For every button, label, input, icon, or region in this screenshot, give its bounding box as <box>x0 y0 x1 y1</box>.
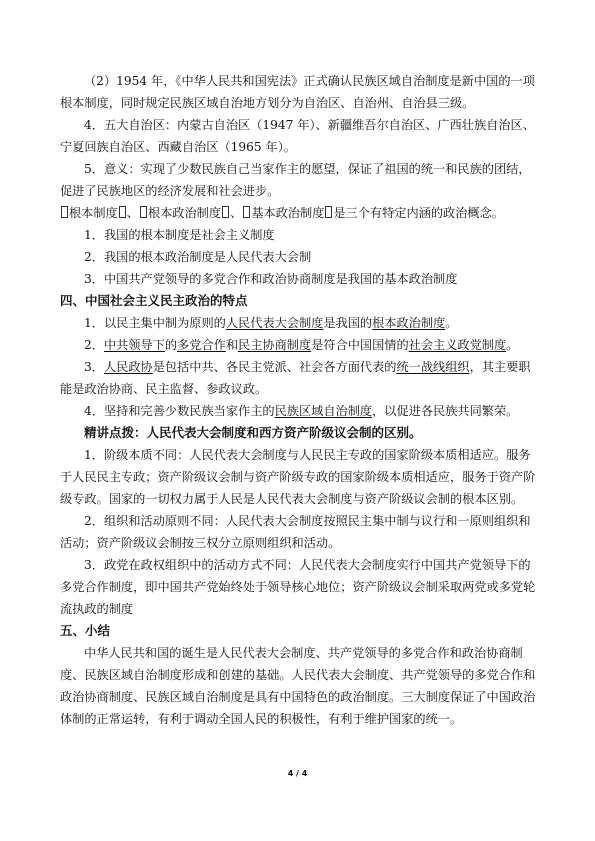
list-item: 4．坚持和完善少数民族当家作主的民族区域自治制度，以促进各民族共同繁荣。 <box>84 404 519 418</box>
list-item: 3．人民政协是包括中共、各民主党派、社会各方面代表的统一战线组织，其主要职能是政治协商、民主监督、参政议政。 <box>60 360 531 396</box>
paragraph-autonomous-regions: 4．五大自治区：内蒙古自治区（1947 年）、新疆维吾尔自治区、广西壮族自治区、宁夏回族自治区、西藏自治区（1965 年）。 <box>60 118 535 154</box>
open-quote-box-icon <box>140 206 147 218</box>
summary-paragraph: 中华人民共和国的诞生是人民代表大会制度、共产党领导的多党合作和政治协商制度、民族区域自治制度形成和创建的基础。人民代表大会制度、共产党领导的多党合作和政治协商制度、民族区域自治制度是具有中国特色的政治制度。三大制度保证了中国政治体制的正常运转，有利于调动全国人民的积极性，有利于维护国家的统一。 <box>60 646 536 726</box>
section-heading: 四、中国社会主义民主政治的特点 <box>60 293 248 308</box>
list-item: 2．我国的根本政治制度是人民代表大会制 <box>84 250 312 264</box>
close-quote-box-icon <box>222 206 229 218</box>
paragraph-significance: 5．意义：实现了少数民族自己当家作主的愿望，保证了祖国的统一和民族的团结，促进了民族地区的经济发展和社会进步。 <box>60 162 531 198</box>
open-quote-box-icon <box>243 206 250 218</box>
section-heading: 五、小结 <box>60 623 111 638</box>
paragraph-constitution: （2）1954 年，《中华人民共和国宪法》正式确认民族区域自治制度是新中国的一项根本制度，同时规定民族区域自治地方划分为自治区、自治州、自治县三级。 <box>60 74 535 110</box>
analysis-point: 3．政党在政权组织中的活动方式不同：人民代表大会制度实行中国共产党领导下的多党合作制度，即中国共产党始终处于领导核心地位；资产阶级议会制采取两党或多党轮流执政的制度 <box>60 558 536 616</box>
close-quote-box-icon <box>325 206 332 218</box>
list-item: 3．中国共产党领导的多党合作和政治协商制度是我国的基本政治制度 <box>84 272 458 286</box>
analysis-point: 1．阶级本质不同：人民代表大会制度与人民民主专政的国家阶级本质相适应。服务于人民民主专政；资产阶级议会制与资产阶级专政的国家阶级本质相适应，服务于资产阶级专政。国家的一切权力属于人民是人民代表大会制度与资产阶级议会制的根本区别。 <box>60 448 536 506</box>
close-quote-box-icon <box>119 206 126 218</box>
page-number: 4 / 4 <box>287 769 308 778</box>
document-page <box>60 70 540 730</box>
paragraph-concepts: 根本制度 、 根本政治制度 、 基本政治制度 是三个有特定内涵的政治概念。 <box>60 202 540 224</box>
list-item: 1．我国的根本制度是社会主义制度 <box>84 228 275 242</box>
analysis-heading: 精讲点拨：人民代表大会制度和西方资产阶级议会制的区别。 <box>84 425 422 440</box>
open-quote-box-icon <box>61 206 68 218</box>
list-item: 2．中共领导下的多党合作和民主协商制度是符合中国国情的社会主义政党制度。 <box>84 338 519 352</box>
analysis-point: 2．组织和活动原则不同：人民代表大会制度按照民主集中制与议行和一原则组织和活动；资产阶级议会制按三权分立原则组织和活动。 <box>60 514 531 550</box>
list-item: 1．以民主集中制为原则的人民代表大会制度是我国的根本政治制度。 <box>84 316 458 330</box>
